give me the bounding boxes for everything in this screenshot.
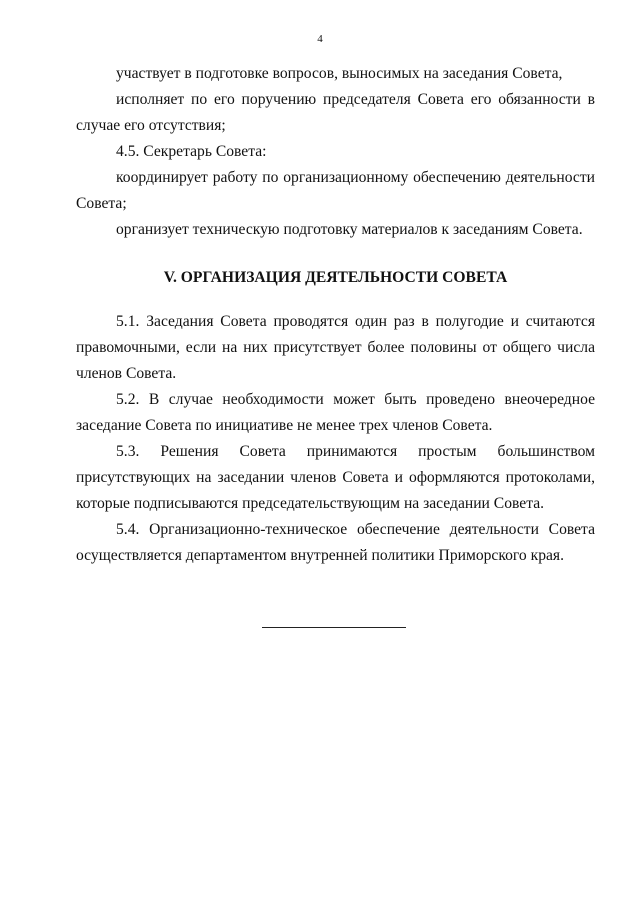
paragraph-secretary-materials: организует техническую подготовку материалов к заседаниям Совета.	[116, 221, 583, 238]
paragraph-clause-4-5: 4.5. Секретарь Совета:	[116, 143, 267, 160]
document-body	[76, 61, 595, 569]
section-title: V. ОРГАНИЗАЦИЯ ДЕЯТЕЛЬНОСТИ СОВЕТА	[163, 269, 508, 286]
paragraph-clause-5-3: 5.3. Решения Совета принимаются простым большинством присутствующих на заседании членов Совета и оформляются протоколами, которые подписываются председательствующим на заседании Совета.	[76, 443, 595, 512]
paragraph-deputy-preparation: участвует в подготовке вопросов, выносимых на заседания Совета,	[116, 65, 563, 82]
end-of-document-rule	[262, 627, 406, 628]
paragraph-deputy-duties: исполняет по его поручению председателя Совета его обязанности в случае его отсутствия;	[76, 91, 595, 134]
paragraph-clause-5-2: 5.2. В случае необходимости может быть проведено внеочередное заседание Совета по инициативе не менее трех членов Совета.	[76, 391, 595, 434]
page-number: 4	[317, 33, 323, 45]
paragraph-secretary-coordinates: координирует работу по организационному обеспечению деятельности Совета;	[76, 169, 595, 212]
paragraph-clause-5-1: 5.1. Заседания Совета проводятся один раз в полугодие и считаются правомочными, если на них присутствует более половины от общего числа членов Совета.	[76, 313, 595, 382]
paragraph-clause-5-4: 5.4. Организационно-техническое обеспечение деятельности Совета осуществляется департаментом внутренней политики Приморского края.	[76, 521, 595, 564]
